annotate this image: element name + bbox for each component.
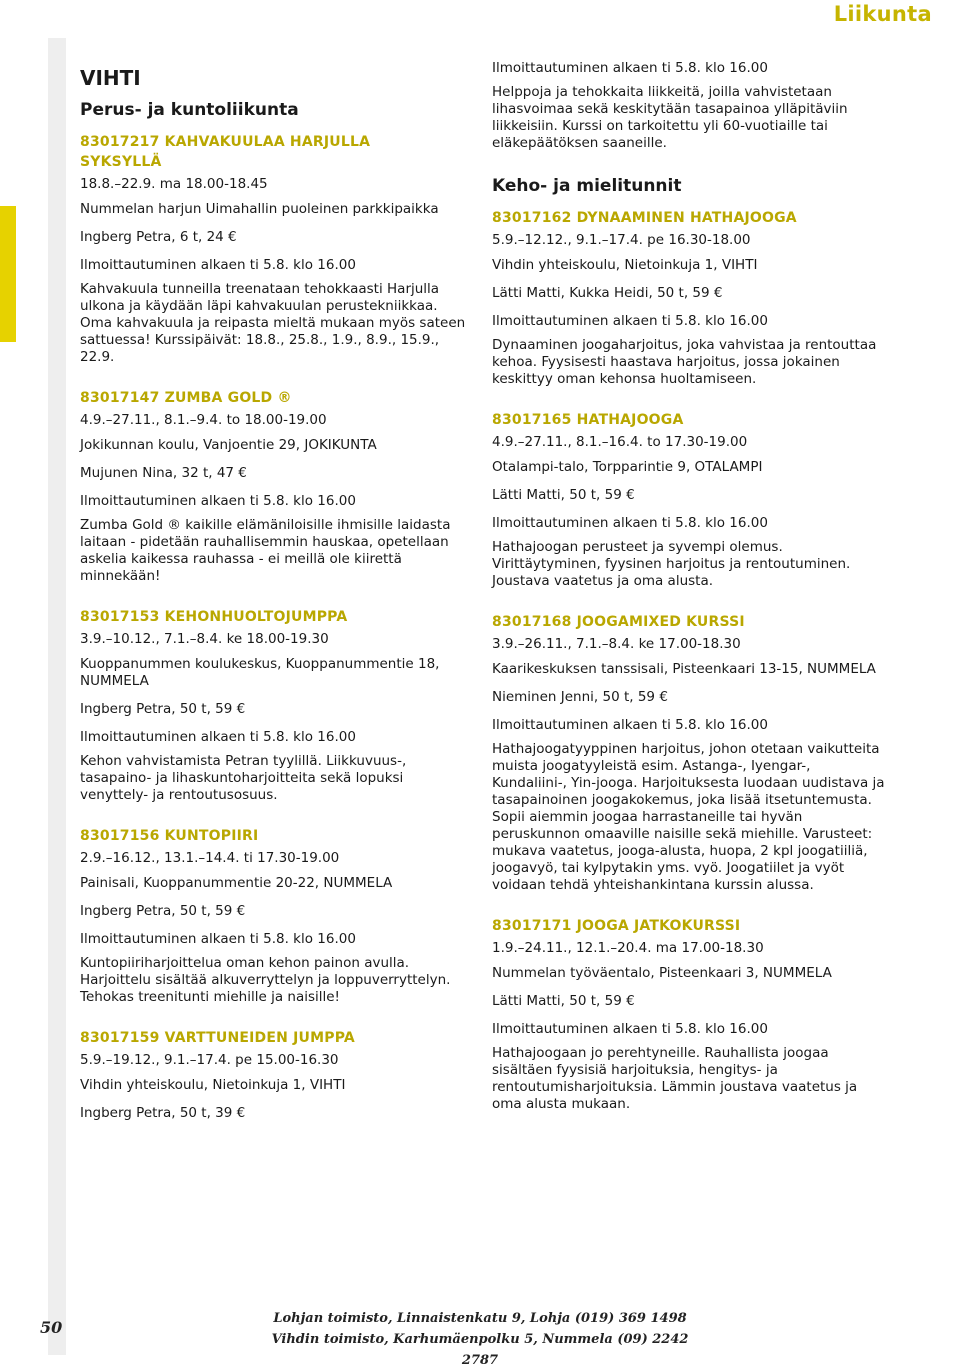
footer-office-lohja: Lohjan toimisto, Linnaistenkatu 9, Lohja (019) 369 1498 (273, 1311, 687, 1326)
course-title: 83017153 KEHONHUOLTOJUMPPA (80, 609, 348, 625)
course-teacher: Lätti Matti, 50 t, 59 € (492, 993, 635, 1009)
course-place: Nummelan harjun Uimahallin puoleinen parkkipaikka (80, 201, 439, 217)
course-description: Dynaaminen joogaharjoitus, joka vahvistaa ja rentouttaa kehoa. Fyysisesti haastava harjoitus, jossa jokainen keskittyy oman kehonsa huoltamiseen. (492, 337, 877, 387)
course-block (80, 1028, 468, 1122)
course-block (80, 388, 468, 585)
course-description: Hathajoogan perusteet ja syvempi olemus. Virittäytyminen, fyysinen harjoitus ja rentoutuminen. Joustava vaatetus ja oma alusta. (492, 539, 851, 589)
course-teacher: Ingberg Petra, 50 t, 59 € (80, 701, 246, 717)
course-block (80, 826, 468, 1006)
course-dates: 1.9.–24.11., 12.1.–20.4. ma 17.00-18.30 (492, 940, 764, 956)
course-block (80, 607, 468, 804)
region-heading: VIHTI (80, 66, 141, 90)
course-registration: Ilmoittautuminen alkaen ti 5.8. klo 16.00 (492, 717, 768, 733)
course-registration: Ilmoittautuminen alkaen ti 5.8. klo 16.00 (80, 931, 356, 947)
course-dates: 18.8.–22.9. ma 18.00-18.45 (80, 176, 268, 192)
course-registration: Ilmoittautuminen alkaen ti 5.8. klo 16.00 (80, 729, 356, 745)
footer-contacts (260, 1308, 700, 1371)
course-block (80, 132, 468, 366)
footer-office-vihti: Vihdin toimisto, Karhumäenpolku 5, Nummela (09) 2242 2787 (271, 1332, 689, 1368)
margin-stripe (48, 38, 66, 1355)
course-title-line: 83017217 KAHVAKUULAA HARJULLA (80, 134, 371, 150)
course-place: Vihdin yhteiskoulu, Nietoinkuja 1, VIHTI (80, 1077, 346, 1093)
course-title-line: SYKSYLLÄ (80, 154, 162, 170)
course-registration: Ilmoittautuminen alkaen ti 5.8. klo 16.00 (492, 60, 768, 76)
course-description: Zumba Gold ® kaikille elämäniloisille ihmisille laidasta laitaan - pidetään rauhallisemmin hauskaa, opetellaan askelia kaikessa rauhassa - ei meillä ole kiirettä minnekään! (80, 517, 451, 584)
page-number: 50 (40, 1318, 63, 1337)
header-bar (0, 0, 960, 38)
course-description: Hathajoogatyyppinen harjoitus, johon otetaan vaikutteita muista joogatyyleistä esim. Astanga-, Iyengar-, Kundaliini-, Yin-jooga. Harjoituksesta luodaan uudistava ja tasapainoinen joogakokemus, joka lisää itsetuntemusta. Sopii aiemmin joogaa harrastaneille tai hyvän peruskunnon omaaville naisille sekä miehille. Varusteet: mukava vaatetus, jooga-alusta, huopa, 2 kpl joogatiiliä, joogavyö, tai kylpytakin yms. vyö. Joogatiilet ja vyöt voidaan tehdä yhteishankintana kurssin alussa. (492, 741, 885, 893)
course-title (80, 132, 468, 172)
course-registration: Ilmoittautuminen alkaen ti 5.8. klo 16.00 (492, 313, 768, 329)
course-title: 83017168 JOOGAMIXED KURSSI (492, 614, 745, 630)
course-teacher: Lätti Matti, Kukka Heidi, 50 t, 59 € (492, 285, 723, 301)
course-title: 83017162 DYNAAMINEN HATHAJOOGA (492, 210, 797, 226)
category-heading: Keho- ja mielitunnit (492, 176, 682, 196)
course-teacher: Ingberg Petra, 6 t, 24 € (80, 229, 237, 245)
course-title: 83017156 KUNTOPIIRI (80, 828, 259, 844)
course-dates: 4.9.–27.11., 8.1.–9.4. to 18.00-19.00 (80, 412, 327, 428)
course-registration: Ilmoittautuminen alkaen ti 5.8. klo 16.00 (492, 1021, 768, 1037)
course-dates: 4.9.–27.11., 8.1.–16.4. to 17.30-19.00 (492, 434, 748, 450)
course-teacher: Ingberg Petra, 50 t, 59 € (80, 903, 246, 919)
course-description: Kehon vahvistamista Petran tyylillä. Liikkuvuus-, tasapaino- ja lihaskuntoharjoitteita sekä lopuksi venyttely- ja rentoutusosuus. (80, 753, 407, 803)
course-place: Kuoppanummen koulukeskus, Kuoppanummentie 18, NUMMELA (80, 656, 440, 689)
right-column (492, 60, 888, 1113)
course-description: Helppoja ja tehokkaita liikkeitä, joilla vahvistetaan lihasvoimaa sekä keskitytään tasapainoa ylläpitäviin liikkeisiin. Kurssi on tarkoitettu yli 60-vuotiaille tai eläkepäätöksen saaneille. (492, 84, 848, 151)
course-place: Jokikunnan koulu, Vanjoentie 29, JOKIKUNTA (80, 437, 377, 453)
course-place: Otalampi-talo, Torpparintie 9, OTALAMPI (492, 459, 763, 475)
course-place: Kaarikeskuksen tanssisali, Pisteenkaari 13-15, NUMMELA (492, 661, 876, 677)
course-teacher: Nieminen Jenni, 50 t, 59 € (492, 689, 668, 705)
course-dates: 3.9.–26.11., 7.1.–8.4. ke 17.00-18.30 (492, 636, 741, 652)
side-tab-marker (0, 206, 16, 342)
category-heading: Perus- ja kuntoliikunta (80, 100, 299, 120)
course-registration: Ilmoittautuminen alkaen ti 5.8. klo 16.00 (80, 493, 356, 509)
course-description: Kahvakuula tunneilla treenataan tehokkaasti Harjulla ulkona ja käydään läpi kahvakuulan perustekniikkaa. Oma kahvakuula ja reipasta mieltä mukaan myös sateen sattuessa! Kurssipäivät: 18.8., 25.8., 1.9., 8.9., 15.9., 22.9. (80, 281, 466, 365)
course-teacher: Mujunen Nina, 32 t, 47 € (80, 465, 247, 481)
course-block (492, 208, 888, 388)
course-title: 83017147 ZUMBA GOLD ® (80, 390, 292, 406)
course-block (492, 410, 888, 590)
section-title: Liikunta (833, 2, 932, 26)
course-teacher: Lätti Matti, 50 t, 59 € (492, 487, 635, 503)
course-title: 83017171 JOOGA JATKOKURSSI (492, 918, 741, 934)
course-block (492, 916, 888, 1113)
course-description: Kuntopiiriharjoittelua oman kehon painon avulla. Harjoittelu sisältää alkuverryttelyn ja loppuverryttelyn. Tehokas treenitunti miehille ja naisille! (80, 955, 451, 1005)
course-title: 83017159 VARTTUNEIDEN JUMPPA (80, 1030, 355, 1046)
course-registration: Ilmoittautuminen alkaen ti 5.8. klo 16.00 (80, 257, 356, 273)
course-place: Painisali, Kuoppanummentie 20-22, NUMMELA (80, 875, 393, 891)
course-teacher: Ingberg Petra, 50 t, 39 € (80, 1105, 246, 1121)
course-dates: 3.9.–10.12., 7.1.–8.4. ke 18.00-19.30 (80, 631, 329, 647)
course-dates: 5.9.–12.12., 9.1.–17.4. pe 16.30-18.00 (492, 232, 751, 248)
course-dates: 2.9.–16.12., 13.1.–14.4. ti 17.30-19.00 (80, 850, 340, 866)
course-title: 83017165 HATHAJOOGA (492, 412, 684, 428)
course-place: Nummelan työväentalo, Pisteenkaari 3, NUMMELA (492, 965, 832, 981)
course-block (492, 612, 888, 894)
left-column (80, 60, 468, 1133)
course-registration: Ilmoittautuminen alkaen ti 5.8. klo 16.00 (492, 515, 768, 531)
course-place: Vihdin yhteiskoulu, Nietoinkuja 1, VIHTI (492, 257, 758, 273)
course-dates: 5.9.–19.12., 9.1.–17.4. pe 15.00-16.30 (80, 1052, 339, 1068)
course-description: Hathajoogaan jo perehtyneille. Rauhallista joogaa sisältäen fyysisiä harjoituksia, hengitys- ja rentoutumisharjoituksia. Lämmin joustava vaatetus ja oma alusta mukaan. (492, 1045, 858, 1112)
